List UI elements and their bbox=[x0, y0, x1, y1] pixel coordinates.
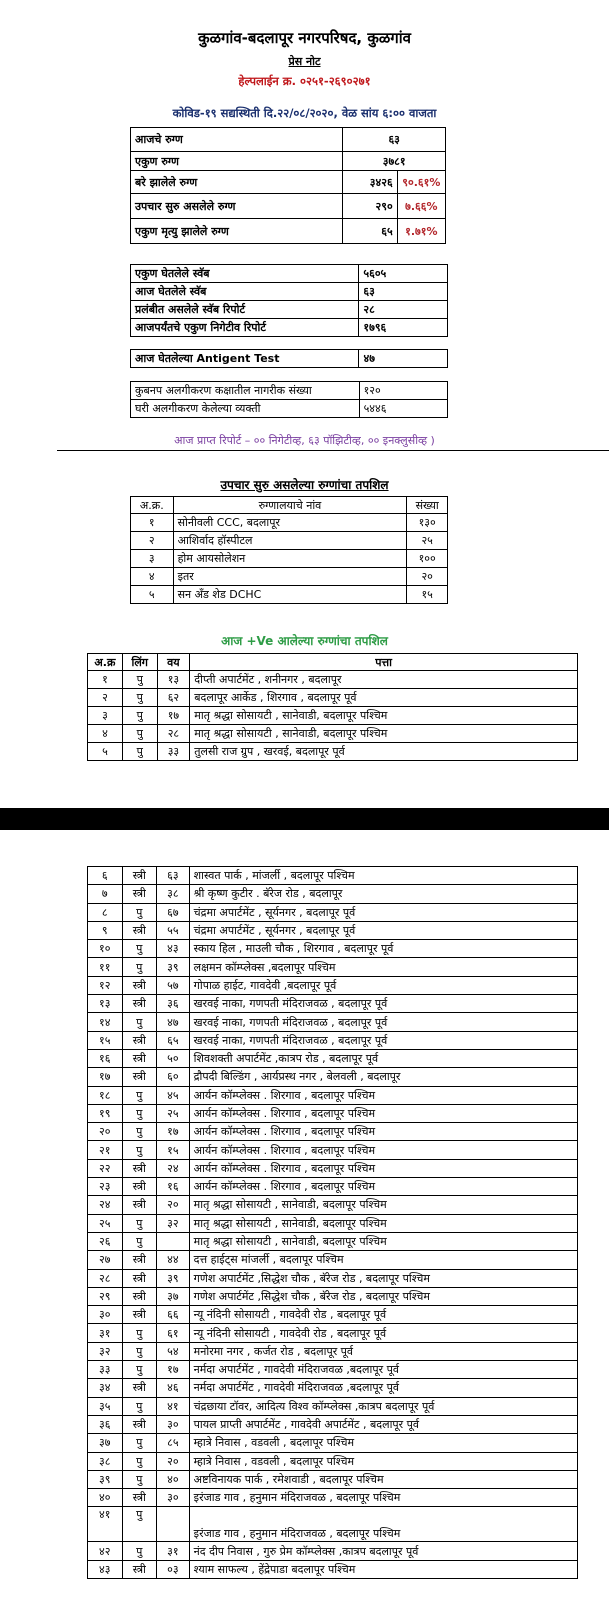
positive-cell: ४३ bbox=[157, 940, 190, 958]
positive-cell: तुलसी राज ग्रुप , खरवई, बदलापूर पूर्व bbox=[190, 743, 578, 761]
swab-value: ५६०५ bbox=[359, 265, 448, 283]
positive-cell: ४६ bbox=[157, 1379, 190, 1397]
positive-cell: ४ bbox=[88, 725, 123, 743]
positive-row bbox=[88, 1049, 578, 1067]
positive-cell: आर्यन कॉम्प्लेक्स . शिरगाव , बदलापूर पश्चिम bbox=[189, 1178, 577, 1196]
positive-cell: नर्मदा अपार्टमेंट , गावदेवी मंदिराजवळ ,बदलापूर पूर्व bbox=[189, 1379, 577, 1397]
positive-cell: २ bbox=[88, 689, 123, 707]
positive-cell: पु bbox=[122, 707, 157, 725]
positive-cell: पु bbox=[122, 1342, 157, 1360]
covid-status-line: कोविड-१९ सद्यस्थिती दि.२२/०८/२०२०, वेळ सांय ६:०० वाजता bbox=[172, 106, 437, 120]
positive-cell: पु bbox=[122, 1086, 157, 1104]
positive-cell: ३१ bbox=[157, 1542, 190, 1560]
positive-cell: ३४ bbox=[88, 1379, 123, 1397]
section-divider bbox=[57, 450, 609, 451]
positive-cell: ८ bbox=[88, 903, 123, 921]
positive-cell: चंद्रछाया टॉवर, आदित्य विश्व कॉम्प्लेक्स ,कात्रप बदलापूर पूर्व bbox=[189, 1397, 577, 1415]
treatment-cell: १५ bbox=[407, 586, 448, 604]
positive-table-part2 bbox=[87, 866, 578, 1579]
positive-cell: पु bbox=[122, 1214, 157, 1232]
positive-cell: स्त्री bbox=[122, 1196, 157, 1214]
positive-cell: स्त्री bbox=[122, 1068, 157, 1086]
swab-label: प्रलंबीत असलेले स्वॅब रिपोर्ट bbox=[131, 301, 359, 319]
positive-cell: पु bbox=[122, 1452, 157, 1470]
positive-row bbox=[88, 1104, 578, 1122]
swab-value: ६३ bbox=[359, 283, 448, 301]
positive-row bbox=[88, 1141, 578, 1159]
summary-percent: ९०.६१% bbox=[397, 171, 445, 194]
positive-cell: ६७ bbox=[157, 903, 190, 921]
isolation-table bbox=[130, 381, 448, 418]
positive-cell: शिवशक्ती अपार्टमेंट ,कात्रप रोड , बदलापूर पूर्व bbox=[189, 1049, 577, 1067]
positive-cell: ३६ bbox=[88, 1415, 123, 1433]
positive-cell: श्याम साफल्य , हेंद्रेपाडा बदलापूर पश्चिम bbox=[189, 1560, 577, 1578]
swab-row bbox=[131, 283, 448, 301]
isolation-value: १२० bbox=[359, 382, 447, 400]
positive-cell: ५ bbox=[88, 743, 123, 761]
isolation-label: कुबनप अलगीकरण कक्षातील नागरीक संख्या bbox=[131, 382, 360, 400]
positive-cell: स्त्री bbox=[122, 1251, 157, 1269]
positive-cell: २० bbox=[88, 1123, 123, 1141]
treatment-cell: सोनीवली CCC, बदलापूर bbox=[173, 514, 407, 532]
positive-cell: खरवई नाका, गणपती मंदिराजवळ , बदलापूर पूर्व bbox=[189, 1031, 577, 1049]
positive-cell: स्त्री bbox=[122, 921, 157, 939]
positive-cell: आर्यन कॉम्प्लेक्स . शिरगाव , बदलापूर पश्चिम bbox=[189, 1123, 577, 1141]
positive-row bbox=[88, 1232, 578, 1250]
swab-value: १७९६ bbox=[359, 319, 448, 337]
treatment-row bbox=[131, 586, 448, 604]
positive-cell: स्त्री bbox=[122, 1379, 157, 1397]
positive-cell: स्त्री bbox=[122, 995, 157, 1013]
positive-cell: आर्यन कॉम्प्लेक्स . शिरगाव , बदलापूर पश्चिम bbox=[189, 1086, 577, 1104]
positive-cell: पु bbox=[122, 1470, 157, 1488]
positive-cell: २८ bbox=[88, 1269, 123, 1287]
positive-cell: ४५ bbox=[157, 1086, 190, 1104]
positive-row bbox=[88, 1178, 578, 1196]
treatment-row bbox=[131, 550, 448, 568]
positive-cell: खरवई नाका, गणपती मंदिराजवळ , बदलापूर पूर्व bbox=[189, 1013, 577, 1031]
positive-row bbox=[88, 1415, 578, 1433]
positive-row bbox=[88, 958, 578, 976]
helpline-number: हेल्पलाईन क्र. ०२५१-२६९०२७१ bbox=[238, 74, 371, 88]
positive-row bbox=[88, 1489, 578, 1507]
positive-cell: न्यू नंदिनी सोसायटी , गावदेवी रोड , बदलापूर पूर्व bbox=[189, 1306, 577, 1324]
positive-cell: मातृ श्रद्धा सोसायटी , सानेवाडी, बदलापूर पश्चिम bbox=[190, 707, 578, 725]
positive-cell: १६ bbox=[157, 1178, 190, 1196]
positive-header-row bbox=[88, 654, 578, 671]
treatment-cell: ४ bbox=[131, 568, 174, 586]
positive-cell: पु bbox=[122, 689, 157, 707]
treatment-row bbox=[131, 568, 448, 586]
treatment-cell: २५ bbox=[407, 532, 448, 550]
council-title: कुळगांव-बदलापूर नगरपरिषद, कुळगांव bbox=[198, 29, 411, 47]
treatment-cell: १३० bbox=[407, 514, 448, 532]
positive-cell: ६१ bbox=[157, 1324, 190, 1342]
positive-cell: पु bbox=[122, 958, 157, 976]
positive-cell: म्हात्रे निवास , वडवली , बदलापूर पश्चिम bbox=[189, 1434, 577, 1452]
positive-cell: गणेश अपार्टमेंट ,सिद्धेश चौक , बॅरेज रोड , बदलापूर पश्चिम bbox=[189, 1269, 577, 1287]
isolation-row bbox=[131, 400, 448, 418]
positive-cell: २९ bbox=[88, 1287, 123, 1305]
positive-cell: १३ bbox=[88, 995, 123, 1013]
positive-cell: स्त्री bbox=[122, 1306, 157, 1324]
report-summary-line: आज प्राप्त रिपोर्ट – ०० निगेटीव्ह, ६३ पॉझिटीव्ह, ०० इनक्लुसीव्ह ) bbox=[174, 434, 435, 447]
treatment-cell: ५ bbox=[131, 586, 174, 604]
positive-cell: पु bbox=[122, 1324, 157, 1342]
positive-cell: द्रौपदी बिल्डिंग , आर्यप्रस्थ नगर , बेलवली , बदलापूर bbox=[189, 1068, 577, 1086]
positive-cell: ३७ bbox=[157, 1287, 190, 1305]
positive-cell: पु bbox=[122, 1232, 157, 1250]
summary-percent: ७.६६% bbox=[397, 194, 445, 219]
summary-row bbox=[131, 219, 446, 244]
positive-cell bbox=[157, 1232, 190, 1250]
positive-cell: मातृ श्रद्धा सोसायटी , सानेवाडी, बदलापूर पश्चिम bbox=[190, 725, 578, 743]
positive-cell: पु bbox=[122, 903, 157, 921]
swab-label: आजपर्यंतचे एकुण निगेटीव रिपोर्ट bbox=[131, 319, 359, 337]
positive-row bbox=[88, 940, 578, 958]
positive-cell: ३२ bbox=[157, 1214, 190, 1232]
positive-cell: १७ bbox=[88, 1068, 123, 1086]
positive-cell: चंद्रमा अपार्टमेंट , सूर्यनगर , बदलापूर पूर्व bbox=[189, 921, 577, 939]
positive-row bbox=[88, 1251, 578, 1269]
positive-cell: गोपाळ हाईट, गावदेवी ,बदलापूर पूर्व bbox=[189, 976, 577, 994]
positive-cell: ४१ bbox=[157, 1397, 190, 1415]
positive-cell: १८ bbox=[88, 1086, 123, 1104]
positive-cell: इरंजाड गाव , हनुमान मंदिराजवळ , बदलापूर पश्चिम bbox=[189, 1489, 577, 1507]
positive-cell: ४० bbox=[157, 1470, 190, 1488]
positive-row bbox=[88, 1560, 578, 1578]
positive-cell: पु bbox=[122, 1104, 157, 1122]
positive-row bbox=[88, 1214, 578, 1232]
positive-cell: ४७ bbox=[157, 1013, 190, 1031]
positive-cell: पु bbox=[122, 1397, 157, 1415]
positive-cell: आर्यन कॉम्प्लेक्स . शिरगाव , बदलापूर पश्चिम bbox=[189, 1104, 577, 1122]
treatment-cell: १ bbox=[131, 514, 174, 532]
summary-label: एकुण रुग्ण bbox=[131, 152, 343, 171]
positive-cell: पु bbox=[122, 743, 157, 761]
positive-cell: ३६ bbox=[157, 995, 190, 1013]
positive-cell: १३ bbox=[157, 671, 190, 689]
positive-cell: पु bbox=[122, 1361, 157, 1379]
positive-header-cell: पत्ता bbox=[190, 654, 578, 671]
isolation-label: घरी अलगीकरण केलेल्या व्यक्ती bbox=[131, 400, 360, 418]
positive-row bbox=[88, 1361, 578, 1379]
positive-cell: नंद दीप निवास , गुरु प्रेम कॉम्प्लेक्स ,कात्रप बदलापूर पूर्व bbox=[189, 1542, 577, 1560]
positive-cell: ६५ bbox=[157, 1031, 190, 1049]
positive-cell: २४ bbox=[157, 1159, 190, 1177]
positive-cell: पु bbox=[122, 1141, 157, 1159]
positive-row bbox=[88, 1379, 578, 1397]
positive-cell: २२ bbox=[88, 1159, 123, 1177]
positive-row bbox=[88, 1324, 578, 1342]
positive-heading: आज +Ve आलेल्या रुग्णांचा तपशिल bbox=[221, 634, 388, 648]
positive-cell: १ bbox=[88, 671, 123, 689]
positive-row bbox=[88, 921, 578, 939]
positive-cell: गणेश अपार्टमेंट ,सिद्धेश चौक , बॅरेज रोड , बदलापूर पश्चिम bbox=[189, 1287, 577, 1305]
antigen-label: आज घेतलेल्या Antigent Test bbox=[131, 350, 359, 368]
positive-cell: ३० bbox=[88, 1306, 123, 1324]
positive-cell: मनोरमा नगर , कर्जत रोड , बदलापूर पूर्व bbox=[189, 1342, 577, 1360]
positive-row bbox=[88, 1397, 578, 1415]
positive-cell: १७ bbox=[157, 1361, 190, 1379]
isolation-row bbox=[131, 382, 448, 400]
positive-cell: ४२ bbox=[88, 1542, 123, 1560]
positive-row bbox=[88, 1470, 578, 1488]
positive-cell: ८५ bbox=[157, 1434, 190, 1452]
antigen-value: ४७ bbox=[359, 350, 448, 368]
isolation-value: ५४४६ bbox=[359, 400, 447, 418]
positive-cell: बदलापूर आर्केड , शिरगाव , बदलापूर पूर्व bbox=[190, 689, 578, 707]
positive-cell: दत्त हाईट्स मांजर्ली , बदलापूर पश्चिम bbox=[189, 1251, 577, 1269]
positive-cell: २३ bbox=[88, 1178, 123, 1196]
positive-cell: स्त्री bbox=[122, 1287, 157, 1305]
positive-cell: चंद्रमा अपार्टमेंट , सूर्यनगर , बदलापूर पूर्व bbox=[189, 903, 577, 921]
positive-cell: १० bbox=[88, 940, 123, 958]
positive-row bbox=[88, 1269, 578, 1287]
treatment-header-row bbox=[131, 497, 448, 514]
positive-cell: ३१ bbox=[88, 1324, 123, 1342]
treatment-row bbox=[131, 514, 448, 532]
summary-value: ३४२६ bbox=[343, 171, 397, 194]
summary-value: २९० bbox=[343, 194, 397, 219]
positive-row bbox=[88, 1306, 578, 1324]
positive-cell: ६६ bbox=[157, 1306, 190, 1324]
positive-cell: १६ bbox=[88, 1049, 123, 1067]
positive-cell: शास्वत पार्क , मांजर्ली , बदलापूर पश्चिम bbox=[189, 867, 577, 885]
positive-row bbox=[88, 1452, 578, 1470]
positive-row bbox=[88, 995, 578, 1013]
positive-cell: मातृ श्रद्धा सोसायटी , सानेवाडी, बदलापूर पश्चिम bbox=[189, 1232, 577, 1250]
positive-cell: स्त्री bbox=[122, 1031, 157, 1049]
swab-label: एकुण घेतलेले स्वॅब bbox=[131, 265, 359, 283]
positive-row bbox=[88, 1342, 578, 1360]
positive-cell: स्त्री bbox=[122, 885, 157, 903]
positive-cell: पु bbox=[122, 1123, 157, 1141]
treatment-cell: २ bbox=[131, 532, 174, 550]
positive-cell: नर्मदा अपार्टमेंट , गावदेवी मंदिराजवळ ,बदलापूर पूर्व bbox=[189, 1361, 577, 1379]
positive-cell: आर्यन कॉम्प्लेक्स . शिरगाव , बदलापूर पश्चिम bbox=[189, 1159, 577, 1177]
positive-cell: ४० bbox=[88, 1489, 123, 1507]
positive-cell: खरवई नाका, गणपती मंदिराजवळ , बदलापूर पूर्व bbox=[189, 995, 577, 1013]
positive-cell: ३९ bbox=[157, 1269, 190, 1287]
summary-label: आजचे रुग्ण bbox=[131, 128, 343, 152]
positive-cell: २५ bbox=[157, 1104, 190, 1122]
summary-value: ६५ bbox=[343, 219, 397, 244]
positive-cell: ६२ bbox=[157, 689, 190, 707]
positive-cell: ३० bbox=[157, 1489, 190, 1507]
positive-cell: ६३ bbox=[157, 867, 190, 885]
positive-cell: ४३ bbox=[88, 1560, 123, 1578]
press-note-label: प्रेस नोट bbox=[288, 55, 321, 68]
positive-cell: पु bbox=[122, 1013, 157, 1031]
positive-cell: ५५ bbox=[157, 921, 190, 939]
positive-row bbox=[88, 1287, 578, 1305]
positive-header-cell: लिंग bbox=[122, 654, 157, 671]
positive-cell: स्त्री bbox=[122, 1159, 157, 1177]
summary-label: एकुण मृत्यु झालेले रुग्ण bbox=[131, 219, 343, 244]
positive-cell: ३९ bbox=[157, 958, 190, 976]
summary-label: बरे झालेले रुग्ण bbox=[131, 171, 343, 194]
positive-row bbox=[88, 743, 578, 761]
positive-cell: दीप्ती अपार्टमेंट , शनीनगर , बदलापूर bbox=[190, 671, 578, 689]
swab-value: २८ bbox=[359, 301, 448, 319]
positive-cell: पु bbox=[122, 725, 157, 743]
treatment-cell: इतर bbox=[173, 568, 407, 586]
antigen-row bbox=[131, 350, 448, 368]
positive-cell: १७ bbox=[157, 707, 190, 725]
positive-cell: ३८ bbox=[88, 1452, 123, 1470]
positive-cell: ३३ bbox=[88, 1361, 123, 1379]
positive-cell: १४ bbox=[88, 1013, 123, 1031]
positive-cell: लक्षमन कॉम्प्लेक्स ,बदलापूर पश्चिम bbox=[189, 958, 577, 976]
positive-row bbox=[88, 976, 578, 994]
positive-cell: ३७ bbox=[88, 1434, 123, 1452]
positive-cell: ९ bbox=[88, 921, 123, 939]
positive-cell: ०३ bbox=[157, 1560, 190, 1578]
summary-table bbox=[130, 127, 446, 244]
positive-cell: स्काय हिल , माउली चौक , शिरगाव , बदलापूर पूर्व bbox=[189, 940, 577, 958]
positive-cell: ७ bbox=[88, 885, 123, 903]
positive-row bbox=[88, 1196, 578, 1214]
summary-row bbox=[131, 152, 446, 171]
positive-cell: स्त्री bbox=[122, 867, 157, 885]
positive-cell: ३८ bbox=[157, 885, 190, 903]
treatment-cell: १०० bbox=[407, 550, 448, 568]
positive-cell: न्यू नंदिनी सोसायटी , गावदेवी रोड , बदलापूर पूर्व bbox=[189, 1324, 577, 1342]
positive-cell: श्री कृष्ण कुटीर . बॅरेज रोड , बदलापूर bbox=[189, 885, 577, 903]
treatment-cell: २० bbox=[407, 568, 448, 586]
positive-cell: ३ bbox=[88, 707, 123, 725]
positive-row bbox=[88, 903, 578, 921]
treatment-cell: ३ bbox=[131, 550, 174, 568]
positive-row bbox=[88, 1031, 578, 1049]
summary-percent: १.७१% bbox=[397, 219, 445, 244]
treatment-row bbox=[131, 532, 448, 550]
positive-cell: पायल प्राप्ती अपार्टमेंट , गावदेवी अपार्टमेंट , बदलापूर पूर्व bbox=[189, 1415, 577, 1433]
positive-cell: २६ bbox=[88, 1232, 123, 1250]
page-break-band bbox=[0, 808, 609, 830]
summary-value: ३७८१ bbox=[343, 152, 446, 171]
antigen-table bbox=[130, 349, 448, 368]
positive-cell: २१ bbox=[88, 1141, 123, 1159]
treatment-header-cell: अ.क्र. bbox=[131, 497, 174, 514]
treatment-header-cell: रुग्णालयाचे नांव bbox=[173, 497, 407, 514]
positive-row bbox=[88, 725, 578, 743]
positive-row bbox=[88, 1013, 578, 1031]
swab-row bbox=[131, 319, 448, 337]
positive-row bbox=[88, 1159, 578, 1177]
positive-cell: ३० bbox=[157, 1415, 190, 1433]
positive-row bbox=[88, 671, 578, 689]
swab-table bbox=[130, 264, 448, 337]
summary-row bbox=[131, 194, 446, 219]
positive-cell: ५० bbox=[157, 1049, 190, 1067]
positive-cell: इरंजाड गाव , हनुमान मंदिराजवळ , बदलापूर पश्चिम bbox=[189, 1507, 577, 1542]
positive-cell: पु bbox=[122, 1434, 157, 1452]
summary-row bbox=[131, 128, 446, 152]
positive-row bbox=[88, 1507, 578, 1542]
positive-row bbox=[88, 1434, 578, 1452]
summary-label: उपचार सुरु असलेले रुग्ण bbox=[131, 194, 343, 219]
positive-row bbox=[88, 689, 578, 707]
swab-row bbox=[131, 265, 448, 283]
treatment-header-cell: संख्या bbox=[407, 497, 448, 514]
positive-cell: १२ bbox=[88, 976, 123, 994]
positive-cell: ३५ bbox=[88, 1397, 123, 1415]
positive-table-part1 bbox=[87, 653, 578, 761]
positive-cell: आर्यन कॉम्प्लेक्स . शिरगाव , बदलापूर पश्चिम bbox=[189, 1141, 577, 1159]
swab-label: आज घेतलेले स्वॅब bbox=[131, 283, 359, 301]
positive-cell bbox=[157, 1507, 190, 1542]
positive-header-cell: वय bbox=[157, 654, 190, 671]
treatment-table bbox=[130, 496, 448, 604]
positive-cell: स्त्री bbox=[122, 1415, 157, 1433]
positive-cell: १७ bbox=[157, 1123, 190, 1141]
treatment-cell: आशिर्वाद हॉस्पीटल bbox=[173, 532, 407, 550]
positive-cell: ३९ bbox=[88, 1470, 123, 1488]
positive-cell: ५४ bbox=[157, 1342, 190, 1360]
positive-cell: पु bbox=[122, 671, 157, 689]
positive-cell: ६ bbox=[88, 867, 123, 885]
positive-cell: २८ bbox=[157, 725, 190, 743]
summary-value: ६३ bbox=[343, 128, 446, 152]
positive-cell: मातृ श्रद्धा सोसायटी , सानेवाडी, बदलापूर पश्चिम bbox=[189, 1214, 577, 1232]
positive-row bbox=[88, 867, 578, 885]
positive-cell: स्त्री bbox=[122, 1178, 157, 1196]
positive-cell: ४४ bbox=[157, 1251, 190, 1269]
positive-cell: २० bbox=[157, 1196, 190, 1214]
positive-cell: मातृ श्रद्धा सोसायटी , सानेवाडी, बदलापूर पश्चिम bbox=[189, 1196, 577, 1214]
positive-cell: स्त्री bbox=[122, 976, 157, 994]
positive-cell: ५७ bbox=[157, 976, 190, 994]
positive-cell: ३३ bbox=[157, 743, 190, 761]
swab-row bbox=[131, 301, 448, 319]
positive-cell: १९ bbox=[88, 1104, 123, 1122]
positive-row bbox=[88, 885, 578, 903]
positive-cell: स्त्री bbox=[122, 1049, 157, 1067]
treatment-heading: उपचार सुरु असलेल्या रुग्णांचा तपशिल bbox=[220, 478, 389, 492]
positive-cell: पु bbox=[122, 1507, 157, 1542]
positive-cell: २५ bbox=[88, 1214, 123, 1232]
positive-cell: ३२ bbox=[88, 1342, 123, 1360]
positive-cell: २० bbox=[157, 1452, 190, 1470]
positive-row bbox=[88, 1542, 578, 1560]
positive-cell: स्त्री bbox=[122, 1269, 157, 1287]
summary-row bbox=[131, 171, 446, 194]
positive-cell: १५ bbox=[157, 1141, 190, 1159]
positive-cell: म्हात्रे निवास , वडवली , बदलापूर पश्चिम bbox=[189, 1452, 577, 1470]
positive-row bbox=[88, 1123, 578, 1141]
positive-row bbox=[88, 1068, 578, 1086]
positive-cell: पु bbox=[122, 940, 157, 958]
positive-cell: १५ bbox=[88, 1031, 123, 1049]
positive-cell: २७ bbox=[88, 1251, 123, 1269]
positive-row bbox=[88, 707, 578, 725]
positive-cell: स्त्री bbox=[122, 1489, 157, 1507]
treatment-cell: होम आयसोलेशन bbox=[173, 550, 407, 568]
positive-cell: ४१ bbox=[88, 1507, 123, 1542]
positive-cell: स्त्री bbox=[122, 1560, 157, 1578]
positive-cell: ६० bbox=[157, 1068, 190, 1086]
positive-cell: पु bbox=[122, 1542, 157, 1560]
positive-cell: अष्टविनायक पार्क , रमेशवाडी , बदलापूर पश्चिम bbox=[189, 1470, 577, 1488]
positive-cell: २४ bbox=[88, 1196, 123, 1214]
positive-row bbox=[88, 1086, 578, 1104]
positive-cell: ११ bbox=[88, 958, 123, 976]
treatment-cell: सन अँड शेड DCHC bbox=[173, 586, 407, 604]
positive-header-cell: अ.क्र bbox=[88, 654, 123, 671]
